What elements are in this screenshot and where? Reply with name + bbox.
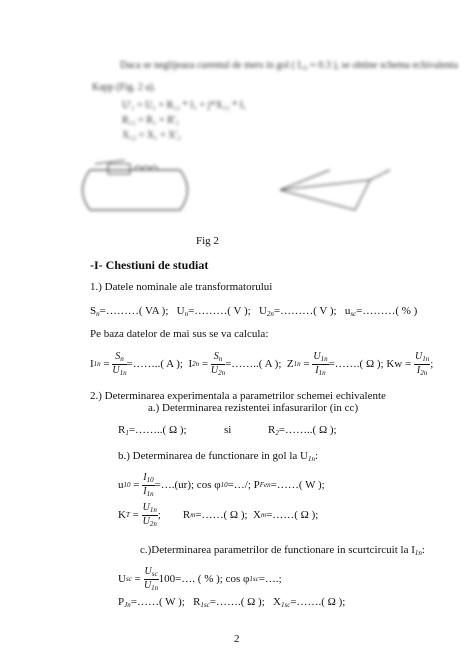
intro-line-4: R₁₂ = R₁ + R'₂ [122, 115, 180, 126]
si-connector: si [224, 424, 232, 436]
item1-heading: 1.) Datele nominale ale transformatorului [90, 281, 273, 293]
intro-line-3: U'₁ = U₁ + R₁₂ * I₁ + j*X₁₂ * I₁ [122, 100, 247, 111]
intro-line-1: Daca se neglijeaza curentul de mers in gol ( I₁₀ ≈ 0.3 ), se obtine schema echivalenta [120, 60, 458, 71]
item2a-heading: a.) Determinarea rezistentei infasurarilor (in cc) [148, 402, 359, 414]
item2-heading: 2.) Determinarea experimentala a parametrilor schemei echivalente [90, 390, 386, 402]
nominal-data-line: $S_n=\dots\dots\dots$( VA ); $U_n=\dots\dots\dots$( V ); $U_{2n}=\dots\dots\dots$( V ); $u_{sc}=\dots\dots\dots$( % ) [90, 305, 418, 318]
item2c-heading: c.)Determinarea parametrilor de functionare in scurtcircuit la $I_{1n}$: [140, 544, 425, 557]
intro-line-2: Kapp (Fig. 2 a). [92, 82, 156, 93]
section-title: -I- Chestiuni de studiat [90, 258, 209, 272]
resistance-line: $R_1=\dots\dots$..( Ω ); [118, 424, 187, 437]
short-circuit-formulas: U sc = $\frac{U_{sc}}{U_{1n}}$ 100=…. ( % ); cos φ 1sc =….; [118, 565, 282, 592]
rated-current-formulas: I 1n = $\frac{S_n}{U_{1n}}$ =……..( A ); I 2n = $\frac{S_n}{U_{2n}}$ =……..( A ); Z 1n = $\frac{U_{1n}}{I_{1n}}$ =…….( Ω ); Kw = $\frac{U_{1n}}{I_{2n}}$ ; [90, 350, 434, 377]
magnetizing-formulas: K T = $\frac{U_{1n}}{U_{2n}}$ ; R m =……( Ω ); X m =……( Ω ); [118, 501, 319, 528]
short-circuit-params: $P_{Jn}=\dots\dots$( W ); $R_{1sc}=\dots\dots$.( Ω ); $X_{1sc}=\dots\dots$.( Ω ); [118, 596, 346, 609]
calc-heading: Pe baza datelor de mai sus se va calcula: [90, 328, 269, 340]
intro-line-5: X₁₂ = X₁ + X'₂ [122, 130, 181, 141]
page-number: 2 [234, 633, 240, 645]
r2-line: $R_2=\dots\dots$..( Ω ); [268, 424, 337, 437]
item2b-heading: b.) Determinarea de functionare in gol la $U_{1n}$: [118, 450, 319, 463]
figure-2 [70, 150, 400, 230]
figure-caption: Fig 2 [196, 235, 219, 247]
no-load-formulas: u 10 = $\frac{I_{10}}{I_{1n}}$ =….(ur); cos φ 10 =…/; P Fen =……( W ); [118, 471, 325, 498]
